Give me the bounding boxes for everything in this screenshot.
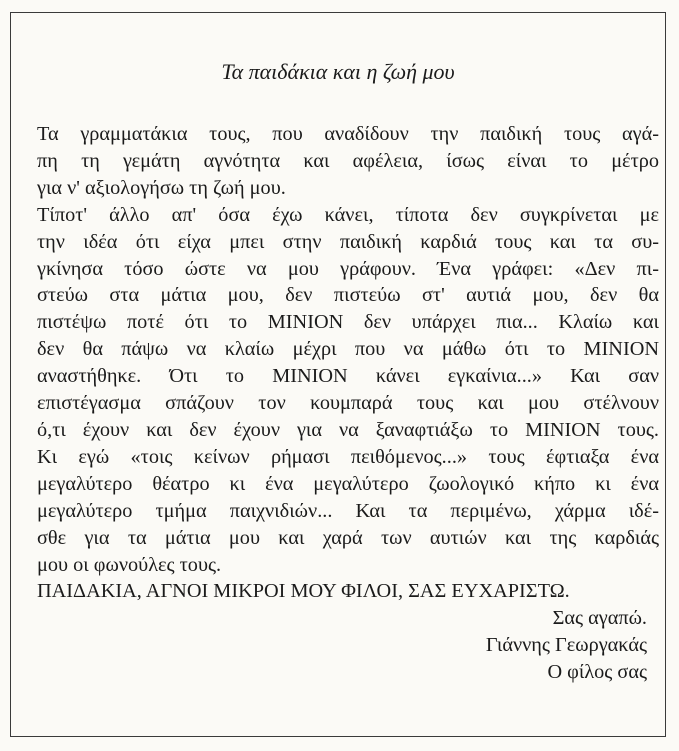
document-frame xyxy=(10,12,666,737)
text-line: αναστήθηκε. Ότι το ΜΙΝΙΟΝ κάνει εγκαίνια...» Και σαν xyxy=(37,365,659,388)
signature-role: Ο φίλος σας xyxy=(547,661,647,684)
text-line: την ιδέα ότι είχα μπει στην παιδική καρδιά τους και τα συ- xyxy=(37,230,659,253)
text-line: Τα γραμματάκια τους, που αναδίδουν την παιδική τους αγά- xyxy=(37,123,659,145)
text-line: γκίνησα τόσο ώστε να μου γράφουν. Ένα γράφει: «Δεν πι- xyxy=(37,257,659,280)
text-line: μου οι φωνούλες τους. xyxy=(37,553,222,576)
text-line: για ν' αξιολογήσω τη ζωή μου. xyxy=(37,176,286,199)
text-line: μεγαλύτερο θέατρο κι ένα μεγαλύτερο ζωολογικό κήπο κι ένα xyxy=(37,472,659,495)
text-line: πιστέψω ποτέ ότι το ΜΙΝΙΟΝ δεν υπάρχει πια... Κλαίω και xyxy=(37,311,659,334)
text-line: πη τη γεμάτη αγνότητα και αφέλεια, ίσως είναι το μέτρο xyxy=(37,149,659,172)
document-body xyxy=(37,121,659,686)
document-title: Τα παιδάκια και η ζωή μου xyxy=(221,59,455,84)
text-line: ό,τι έχουν και δεν έχουν για να ξαναφτιάξω το ΜΙΝΙΟΝ τους. xyxy=(37,418,659,441)
text-line: δεν θα πάψω να κλαίω μέχρι που να μάθω ότι το ΜΙΝΙΟΝ xyxy=(37,338,659,361)
signature-closing: Σας αγαπώ. xyxy=(552,607,647,630)
text-line: επιστέγασμα σπάζουν τον κουμπαρά τους και μου στέλνουν xyxy=(37,392,659,415)
text-line: μεγαλύτερο τμήμα παιχνιδιών... Και τα περιμένω, χάρμα ιδέ- xyxy=(37,499,659,522)
text-line: Τίποτ' άλλο απ' όσα έχω κάνει, τίποτα δεν συγκρίνεται με xyxy=(37,203,659,226)
text-line: στεύω στα μάτια μου, δεν πιστεύω στ' αυτιά μου, δεν θα xyxy=(37,284,659,307)
closing-exclamation: ΠΑΙΔΑΚΙΑ, ΑΓΝΟΙ ΜΙΚΡΟΙ ΜΟΥ ΦΙΛΟΙ, ΣΑΣ ΕΥΧΑΡΙΣΤΩ. xyxy=(37,580,570,603)
text-line: Κι εγώ «τοις κείνων ρήμασι πειθόμενος...» τους έφτιαξα ένα xyxy=(37,445,659,468)
signature-name: Γιάννης Γεωργακάς xyxy=(485,634,647,657)
text-line: σθε για τα μάτια μου και χαρά των αυτιών και της καρδιάς xyxy=(37,526,659,549)
